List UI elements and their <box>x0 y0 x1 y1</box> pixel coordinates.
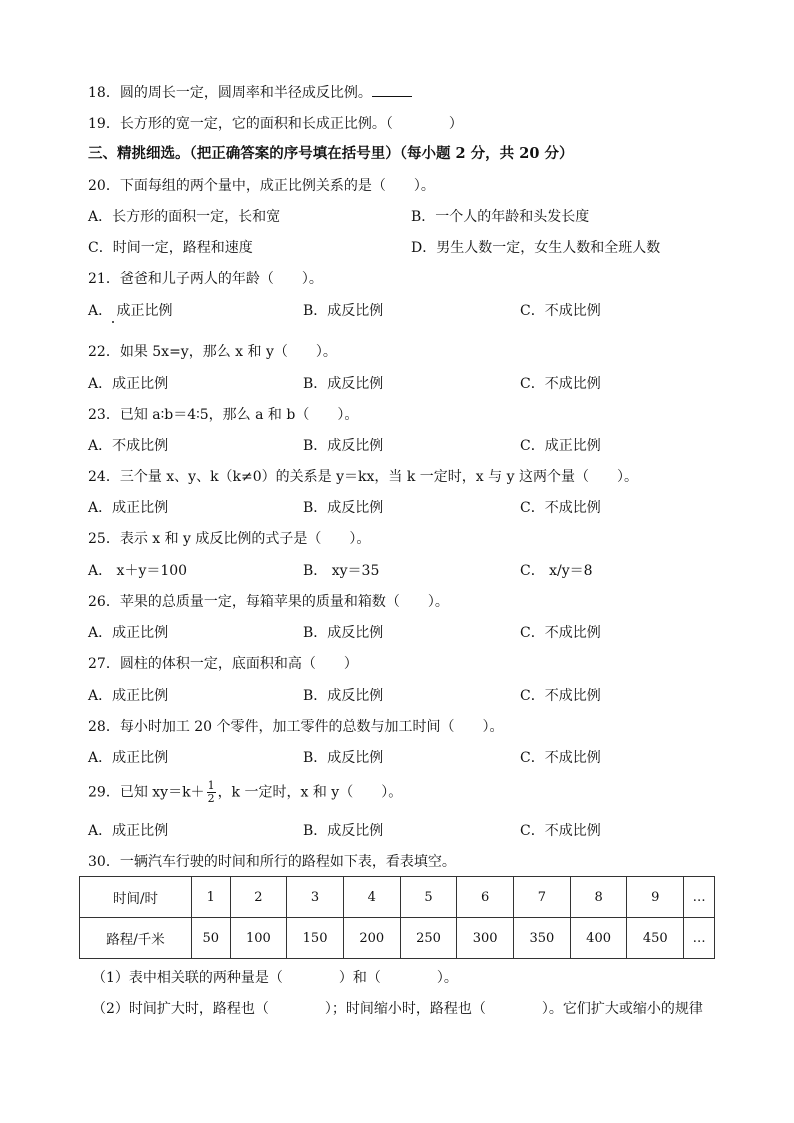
question-30: 30．一辆汽车行驶的时间和所行的路程如下表，看表填空。 <box>88 854 456 870</box>
question-20: 20．下面每组的两个量中，成正比例关系的是（ ）。 <box>88 178 435 194</box>
option-c[interactable]: C．不成比例 <box>520 500 601 516</box>
option-a[interactable]: A．成正比例 <box>88 823 169 839</box>
table-cell: 8 <box>570 877 627 918</box>
option-a[interactable]: A．成正比例 <box>88 750 169 766</box>
table-cell: 4 <box>343 877 400 918</box>
stray-dot <box>112 321 114 323</box>
option-b[interactable]: B．一个人的年龄和头发长度 <box>411 209 590 225</box>
question-25: 25．表示 x 和 y 成反比例的式子是（ ）。 <box>88 531 371 547</box>
table-cell: 2 <box>230 877 287 918</box>
table-header-time: 时间/时 <box>80 877 192 918</box>
time-distance-table <box>79 876 715 959</box>
table-cell: 250 <box>400 918 457 959</box>
question-22: 22．如果 5x=y，那么 x 和 y（ ）。 <box>88 344 337 360</box>
question-29 <box>88 780 402 805</box>
table-cell: 400 <box>570 918 627 959</box>
table-cell: 450 <box>627 918 684 959</box>
table-cell: 50 <box>192 918 231 959</box>
table-cell: 100 <box>230 918 287 959</box>
table-cell: 1 <box>192 877 231 918</box>
table-row-distance <box>80 918 715 959</box>
option-a[interactable]: A．成正比例 <box>88 688 169 704</box>
option-b[interactable]: B．成反比例 <box>303 500 384 516</box>
table-cell: 7 <box>514 877 571 918</box>
option-b[interactable]: B．成反比例 <box>303 750 384 766</box>
option-c[interactable]: C．不成比例 <box>520 625 601 641</box>
question-24: 24．三个量 x、y、k（k≠0）的关系是 y＝kx，当 k 一定时，x 与 y 这两个量（ ）。 <box>88 469 638 485</box>
question-27: 27．圆柱的体积一定，底面积和高（ ） <box>88 656 358 672</box>
question-18 <box>88 84 412 102</box>
table-cell: 150 <box>287 918 344 959</box>
question-19: 19．长方形的宽一定，它的面积和长成正比例。（ ） <box>88 116 463 132</box>
question-29-suffix: ，k 一定时，x 和 y（ ）。 <box>217 784 403 801</box>
table-cell: 200 <box>343 918 400 959</box>
table-cell: 5 <box>400 877 457 918</box>
option-a[interactable]: A．成正比例 <box>88 625 169 641</box>
table-cell: … <box>684 918 715 959</box>
table-cell: 9 <box>627 877 684 918</box>
section-3-heading: 三、精挑细选。（把正确答案的序号填在括号里）（每小题 2 分，共 20 分） <box>88 145 574 162</box>
option-a[interactable]: A．不成比例 <box>88 438 169 454</box>
option-c[interactable]: C．不成比例 <box>520 303 601 319</box>
table-cell: 350 <box>514 918 571 959</box>
question-30-part-1: （1）表中相关联的两种量是（ ）和（ ）。 <box>92 970 458 986</box>
option-a[interactable]: A． 成正比例 <box>88 303 173 319</box>
table-cell: … <box>684 877 715 918</box>
fraction-denominator: 2 <box>207 792 215 805</box>
fraction-one-half <box>207 780 216 805</box>
option-a[interactable]: A．成正比例 <box>88 500 169 516</box>
option-b[interactable]: B．成反比例 <box>303 303 384 319</box>
option-c[interactable]: C．不成比例 <box>520 750 601 766</box>
option-c[interactable]: C．不成比例 <box>520 376 601 392</box>
question-18-text: 18．圆的周长一定，圆周率和半径成反比例。 <box>88 85 372 101</box>
question-23: 23．已知 a∶b＝4∶5，那么 a 和 b（ ）。 <box>88 407 359 423</box>
question-26: 26．苹果的总质量一定，每箱苹果的质量和箱数（ ）。 <box>88 594 449 610</box>
option-c[interactable]: C．时间一定，路程和速度 <box>88 240 253 256</box>
option-c[interactable]: C．不成比例 <box>520 823 601 839</box>
option-a[interactable]: A．成正比例 <box>88 376 169 392</box>
option-c[interactable]: C．成正比例 <box>520 438 601 454</box>
answer-blank[interactable] <box>372 84 412 97</box>
option-a[interactable]: A． x＋y＝100 <box>88 563 188 579</box>
question-21: 21．爸爸和儿子两人的年龄（ ）。 <box>88 271 323 287</box>
question-28: 28．每小时加工 20 个零件，加工零件的总数与加工时间（ ）。 <box>88 719 504 735</box>
table-cell: 6 <box>457 877 514 918</box>
option-b[interactable]: B．成反比例 <box>303 823 384 839</box>
table-header-distance: 路程/千米 <box>80 918 192 959</box>
option-a[interactable]: A．长方形的面积一定，长和宽 <box>88 209 281 225</box>
option-b[interactable]: B．成反比例 <box>303 688 384 704</box>
option-b[interactable]: B． xy＝35 <box>303 563 380 579</box>
question-30-part-2: （2）时间扩大时，路程也（ ）；时间缩小时，路程也（ ）。它们扩大或缩小的规律 <box>92 1001 703 1017</box>
option-c[interactable]: C．不成比例 <box>520 688 601 704</box>
question-29-prefix: 29．已知 xy＝k＋ <box>88 784 205 801</box>
option-b[interactable]: B．成反比例 <box>303 625 384 641</box>
option-c[interactable]: C． x/y＝8 <box>520 563 593 579</box>
option-b[interactable]: B．成反比例 <box>303 438 384 454</box>
table-row-time <box>80 877 715 918</box>
option-d[interactable]: D．男生人数一定，女生人数和全班人数 <box>411 240 661 256</box>
table-cell: 3 <box>287 877 344 918</box>
option-b[interactable]: B．成反比例 <box>303 376 384 392</box>
fraction-numerator: 1 <box>207 779 215 792</box>
table-cell: 300 <box>457 918 514 959</box>
